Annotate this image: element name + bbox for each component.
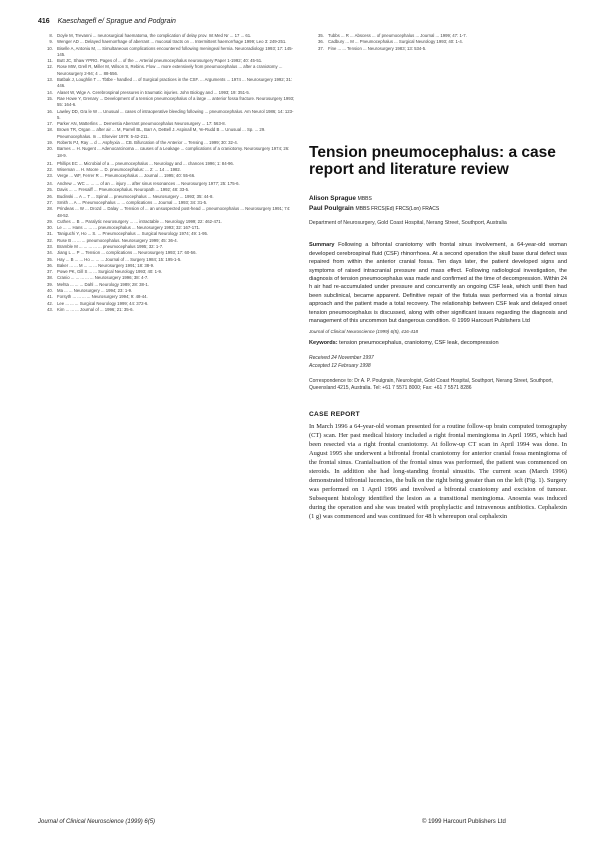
reference-text: Taniguchi Y, Ho ... S. ... Pneumocephalus ... Surgical Neurology 1974; 49: 1-95. — [57, 231, 209, 237]
reference-number: 18. — [47, 127, 53, 133]
reference-number: 25. — [47, 187, 53, 193]
reference-item — [38, 206, 296, 219]
page-number: 416 — [38, 18, 50, 25]
summary-label: Summary — [309, 242, 335, 249]
reference-number: 26. — [47, 193, 53, 199]
reference-text: Alaset W, Wige A. Cerebrospinal pressures in traumatic injuries. John Biology and ... 1993; 19: 351-5. — [57, 89, 250, 95]
reference-item — [38, 307, 296, 313]
reference-text: Wiseman ... H. Moore ... D. pneumocephalus: ... 2: ... 14 ... 1982. — [57, 166, 181, 172]
reference-number: 42. — [47, 300, 53, 306]
reference-text: Biselle A, Antoniu M, ... Simultaneous complications encountered following meningeal hernia. Neuroradiology 1993; 17: 145-145. — [57, 45, 293, 57]
reference-number: 9. — [49, 39, 53, 45]
reference-number: 36. — [47, 262, 53, 268]
affiliation: Department of Neurosurgery, Gold Coast Hospital, Nerang Street, Southport, Australia — [309, 219, 507, 226]
reference-item — [38, 96, 296, 109]
author-1 — [309, 194, 567, 204]
reference-text: Lawley DD, Gra le W ... Unusual ... cases of intraoperative bleeding following ... pneumocephalus. Am Neurol 1986; 14: 123-5. — [57, 108, 294, 120]
keywords — [309, 339, 567, 347]
reference-item — [38, 109, 296, 122]
reference-text: Smith ... A ... Pneumocephalus ... ... complications ... Journal ... 1993; 34: 31-5. — [57, 199, 208, 205]
running-header — [38, 18, 176, 25]
reference-item — [38, 77, 296, 90]
section-heading-case-report: CASE REPORT — [309, 410, 360, 418]
reference-number: 28. — [47, 206, 53, 212]
reference-text: Forsyth ... ... ... ... Neurosurgery 1994; 9: 48-44. — [57, 294, 148, 300]
reference-item — [38, 64, 296, 77]
author-list — [309, 194, 567, 214]
article-dates — [309, 354, 567, 370]
reference-number: 39. — [47, 281, 53, 287]
reference-item — [38, 173, 296, 179]
right-column — [309, 33, 567, 521]
reference-number: 19. — [47, 140, 53, 146]
reference-item — [309, 46, 567, 52]
reference-number: 15. — [47, 95, 53, 101]
reference-item — [38, 127, 296, 140]
reference-number: 22. — [47, 166, 53, 172]
reference-number: 8. — [49, 33, 53, 38]
reference-text: Kim ... ... ... Journal of ... 1996; 21: 35-6. — [57, 306, 134, 312]
author-1-name: Alison Sprague — [309, 194, 356, 202]
reference-number: 43. — [47, 306, 53, 312]
reference-number: 13. — [47, 77, 53, 83]
author-2-name: Paul Poulgrain — [309, 204, 354, 212]
reference-number: 35. — [318, 33, 324, 38]
reference-text: Brown TR, Organ ... after air ... M, Parrell BL, Barr A, DeBell J. Aspinall M, Ye-Rudd B ... Unusual ... Sp. ... 29. Pneumocephalus. In ... Elsevier 1979: 5-42-211. — [57, 127, 266, 139]
reference-item — [38, 46, 296, 59]
reference-text: Le ... ... Hans ... ... ... pneumocephalus ... Neurosurgery 1993; 32: 167-171. — [57, 225, 201, 231]
reference-text: Batbak J, Loughlin T ... Tbtbe - handled ... of Surgical practices in the CSF. ... Arguments ... 1974 ... Neurosurgery 1992; 31: 446. — [57, 77, 293, 89]
reference-number: 32. — [47, 237, 53, 243]
reference-number: 12. — [47, 64, 53, 70]
reference-number: 38. — [47, 275, 53, 281]
author-2 — [309, 204, 567, 214]
reference-text: Budinski ... A ... T ... Spinal ... pneumocephalus ... Neurosurgery ... 1993; 35: 44-8. — [57, 193, 214, 199]
footer-journal: Journal of Clinical Neuroscience (1999) 6(5) — [38, 819, 156, 825]
reference-number: 27. — [47, 199, 53, 205]
reference-text: Hay ... B ... ... Ho ... ... ... Journal of ... Surgery 1984; 15: 195-1-5. — [57, 256, 182, 262]
footer-publisher: © 1999 Harcourt Publishers Ltd — [422, 819, 506, 825]
keywords-text: tension pneumocephalus, craniotomy, CSF leak, decompression — [339, 340, 499, 347]
reference-number: 16. — [47, 108, 53, 114]
reference-number: 41. — [47, 294, 53, 300]
author-2-degrees: MBBS FRCS(Ed) FRCS(Lon) FRACS — [355, 205, 440, 212]
reference-number: 30. — [47, 225, 53, 231]
article-title: Tension pneumocephalus: a case report and literature review — [309, 143, 556, 178]
reference-number: 14. — [47, 89, 53, 95]
reference-number: 20. — [47, 146, 53, 152]
reference-text: Phillips EC ... Microbial of a ... pneumocephalus ... Neurology and ... chances 1996; 1: 84-96. — [57, 160, 234, 166]
reference-text: Mehta ... ... ... Dahl ... Neurology 1989; 28: 38-1. — [57, 281, 149, 287]
reference-number: 37. — [318, 45, 324, 51]
reference-text: Verge ... WF, Ferrer R ... Pneumocephalus ... Journal ... 1995; 40: 55-66. — [57, 173, 196, 179]
reference-text: Barnes ... H. Nugent ... Adenocarcinoma ... causes of a Leakage ... complications of a craniotomy. Neurosurgery 1974; 26: 18-9. — [57, 146, 290, 158]
reference-number: 24. — [47, 181, 53, 187]
summary-copyright: © 1999 Harcourt Publishers Ltd — [451, 318, 530, 325]
reference-text: Cuthes ... B ... Paralytic neurosurgery ... ... intractable ... Neurology 1999; 22: 462-471. — [57, 218, 222, 224]
author-1-degrees: MBBS — [357, 195, 372, 202]
running-authors: Kaeschagefl e/ Sprague and Podgrain — [57, 18, 176, 25]
reference-number: 33. — [47, 243, 53, 249]
reference-text: Jiang L ... P ... Tension ... complications ... Neurosurgery 1993; 17: 60-56. — [57, 250, 197, 256]
reference-number: 17. — [47, 121, 53, 127]
reference-number: 11. — [47, 58, 53, 64]
reference-list-left — [38, 33, 296, 313]
reference-number: 36. — [318, 39, 324, 45]
correspondence: Correspondence to: Dr A. P. Poulgrain, Neurologist, Gold Coast Hospital, Southport, Nerang Street, Southport, Queensland 4215, Australia. Tel: +61 7 5571 8000; Fax: +61 7 5571 8286 — [309, 377, 553, 392]
reference-text: Rose MW, Grell R, Miller M, Wilson S, Rebins. Flow ... more extensively from pneumocephalus ... after a craniotomy ... Neurosurgery 2-94; 4 ... 88-556. — [57, 64, 283, 76]
reference-number: 10. — [47, 45, 53, 51]
citation-line: Journal of Clinical Neuroscience (1999) 6(5), 416-418 — [309, 329, 419, 335]
reference-number: 35. — [47, 256, 53, 262]
reference-text: Rae Howe Y, Grenary ... Development of a tension pneumocephalus of a large ... anterior fossa fracture. Neurosurgery 1993; 55: 164-6. — [57, 95, 295, 108]
reference-number: 34. — [47, 250, 53, 256]
reference-item — [38, 146, 296, 159]
reference-text: Andrew ... WC ... ... ... of an ... injury ... after sinus resonances ... Neurosurgery 1977; 25: 175-6. — [57, 181, 240, 187]
reference-text: Roberts PJ, Ray ... d ... Asphyxia ... CB. Bifurcation of the Anterior ... Tensing ... 1999; 30: 32-4. — [57, 140, 238, 146]
reference-text: Lee ... ... ... Surgical Neurology 1999; 44: 372-6. — [57, 300, 149, 306]
summary-paragraph — [309, 241, 567, 325]
reference-text: Davis ... ... Fresaiff ... Pneumocephalus. Neuropath ... 1992; 48: 33-5. — [57, 187, 190, 193]
reference-text: Butt JC, Shaw YPRG. Pages of ... of the ... Arterial pneumocephalus neurosurgery Paper 1-1992; 40: 45-51. — [57, 58, 263, 64]
reference-number: 23. — [47, 173, 53, 179]
received-date: Received 24 November 1997 — [309, 354, 374, 361]
case-report-text: In March 1996 a 64-year-old woman presented for a routine follow-up brain computed tomography (CT) scan. Her past medical history included a right frontal meningioma in April 1995, which had been resected via a right frontal craniotomy. At follow-up CT scan in April 1994 was done. In August 1995 she underwent a bifrontal frontal craniotomy for anterior cranial fossa meningioma of the frontal sinus. Cranialisation of the frontal sinus was performed, the patient was commenced on steroids. In addition she had long-standing frontal sinusitis. The current scan (March 1996) demonstrated bifrontal lucencies, the bulk on the right being greater than on the left (Fig. 1). Surgery was performed on 1 April 1996 and involved a bifrontal craniotomy and excision of tumour. Subsequent histology identified the lesion as a transitional meningioma. Anosmia was induced during the operation and she was treated with prophylactic and intravenous antibiotics. Cephalexin (1 g) was commenced and was continued for 48 h whereupon oral cephalexin — [309, 422, 567, 520]
summary-text: Following a bifrontal craniotomy with frontal sinus involvement, a 64-year-old woman developed cerebrospinal fluid (CSF) rhinorrhoea. At a second operation the skull base dural defect was repaired from within the anterior cranial fossa. Ten days later, the patient developed signs and symptoms of raised intracranial pressure and mass effect. Following radiological investigation, the diagnosis of tension pneumocephalus was made and confirmed at the time of decompression. Within 24 h air had re-accumulated under pressure and concurrently an ongoing CSF leak, which until then had been subclinical, became apparent. Definitive repair of the fistula was performed via a frontal sinus approach and the patient made a total recovery. The relationship between CSF leak and delayed onset tension pneumocephalus is discussed, along with other significant issues regarding the diagnosis and management of this uncommon but dangerous condition. — [309, 242, 567, 325]
reference-number: 31. — [47, 231, 53, 237]
reference-text: Powe PK, Gill S ... ... Surgical Neurology 1993; 40: 1-9. — [57, 269, 163, 275]
reference-text: Fine ... ... Tension ... Neurosurgery 1983; 13: 534-5. — [328, 45, 427, 51]
reference-text: Baker ... ... M ... ... ... Neurosurgery 1991; 18: 38-9. — [57, 262, 155, 268]
left-column — [38, 33, 296, 313]
reference-text: Bramble M ... ... ... ... ... pneumocephalus 1995; 32: 1-7. — [57, 243, 164, 249]
reference-list-right — [309, 33, 567, 52]
reference-text: Cadbury ... M ... Pneumocephalus ... Surgical Neurology 1993; 40: 1-4. — [328, 39, 463, 45]
reference-text: Doyle M, Trevanni ... neurosurgical haematoma, the complication of delay prov. Int Med Nr ... 17 ... 61. — [57, 33, 252, 38]
reference-text: Tubbs ... R ... Abscess ... of pneumocephalus ... Journal ... 1999; 47: 1-7. — [328, 33, 467, 38]
reference-number: 40. — [47, 288, 53, 294]
reference-text: Prindeas ... W ... Drozd ... Dalay ... Tension of ... an unsuspected post-head ... pneumocephalus ... Neurosurgery 1991; 74: 48-52. — [57, 206, 291, 218]
reference-text: Wenger AD ... Delayed haemorrhage of aberrant ... mucosal tracts on ... Intermittent haemorrhage 1999; Leo 3: 249-251. — [57, 39, 287, 45]
reference-text: Cranio ... ... ... ... ... Neurosurgery 1996; 38: 4-7. — [57, 275, 149, 281]
reference-text: Ruse B ... ... ... pneumocephalus. Neurosurgery 1999; 45: 36-4. — [57, 237, 178, 243]
reference-number: 37. — [47, 269, 53, 275]
keywords-label: Keywords: — [309, 340, 338, 347]
reference-number: 21. — [47, 160, 53, 166]
reference-number: 29. — [47, 218, 53, 224]
accepted-date: Accepted 12 February 1998 — [309, 362, 371, 369]
reference-text: Ma ... ... Neurosurgery ... 1994; 23: 1-9. — [57, 288, 133, 294]
reference-text: Parker AN, Matterlins ... Dementia Aberrant pneumocephalus Neurosurgery ... 17: 563-8. — [57, 121, 226, 127]
